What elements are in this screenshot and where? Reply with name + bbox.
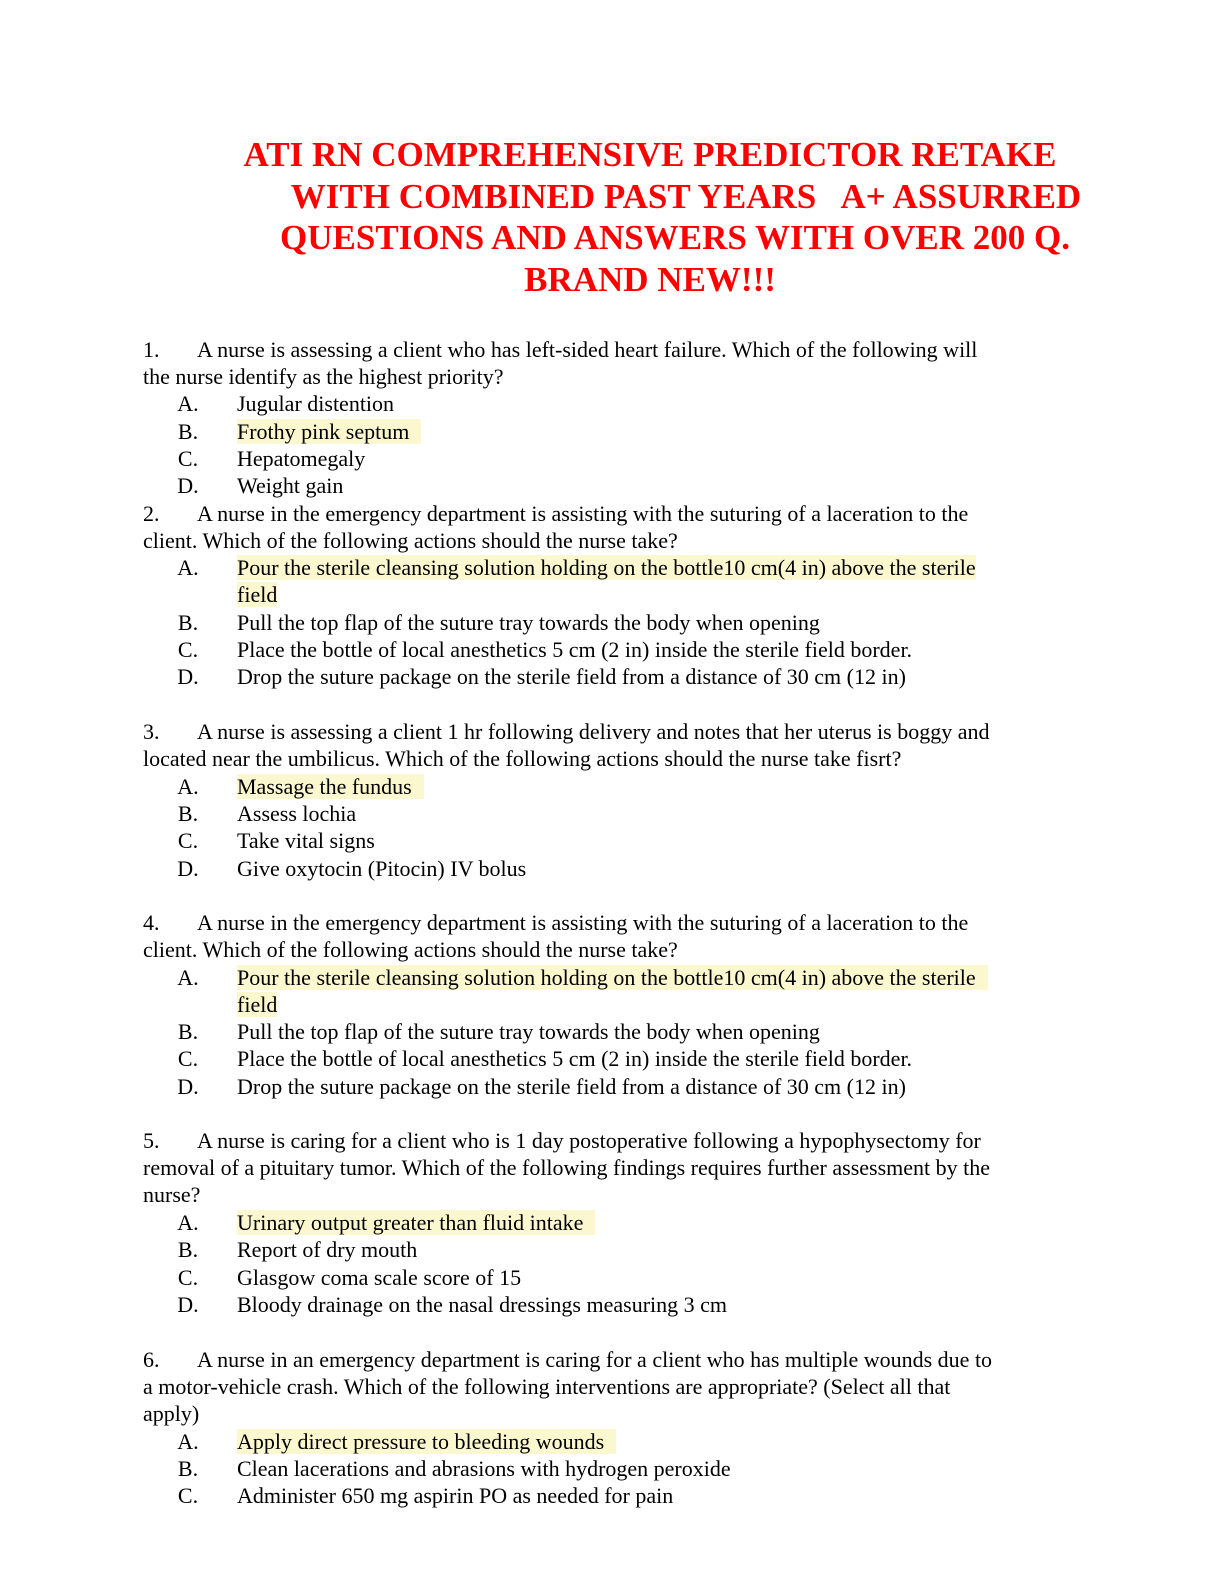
answer-highlight-continued: field [237,582,278,607]
answer-highlight-continued: field [237,992,278,1017]
title-line: ATI RN COMPREHENSIVE PREDICTOR RETAKE [243,135,1057,174]
option-letter: B. [177,610,199,635]
option-letter: C. [177,1483,199,1508]
option-letter: A. [177,1210,199,1235]
answer-highlight: Pour the sterile cleansing solution holding on the bottle10 cm(4 in) above the sterile [237,555,976,580]
option-text: Give oxytocin (Pitocin) IV bolus [237,856,527,881]
question-1 [143,336,1063,390]
answer-highlight: Massage the fundus [237,774,424,799]
question-stem-continued: nurse? [143,1182,201,1207]
title-line: BRAND NEW!!! [524,259,776,299]
question-3 [143,718,1063,772]
question-number: 1. [143,337,160,362]
question-number: 2. [143,501,160,526]
option-text-highlighted [237,554,1057,608]
option-text-highlighted [237,1209,1057,1236]
question-number: 4. [143,910,160,935]
option-text: Clean lacerations and abrasions with hydrogen peroxide [237,1456,731,1481]
option-letter: A. [177,965,199,990]
option-letter: A. [177,774,199,799]
question-stem-continued: client. Which of the following actions should the nurse take? [143,937,678,962]
option-letter: C. [177,1265,199,1290]
question-6 [143,1346,1063,1427]
option-letter: D. [177,1074,199,1099]
option-letter: C. [177,446,199,471]
option-text: Administer 650 mg aspirin PO as needed for pain [237,1483,674,1508]
question-stem-continued: the nurse identify as the highest priority? [143,364,504,389]
question-stem-continued: a motor-vehicle crash. Which of the following interventions are appropriate? (Select all that [143,1374,951,1399]
option-text: Bloody drainage on the nasal dressings measuring 3 cm [237,1292,728,1317]
question-stem: A nurse in an emergency department is caring for a client who has multiple wounds due to [197,1347,993,1372]
option-text-highlighted [237,418,1057,445]
option-text-highlighted [237,1428,1057,1455]
question-5 [143,1127,1063,1208]
option-text: Place the bottle of local anesthetics 5 cm (2 in) inside the sterile field border. [237,637,913,662]
answer-highlight: Frothy pink septum [237,419,421,444]
option-text: Place the bottle of local anesthetics 5 cm (2 in) inside the sterile field border. [237,1046,913,1071]
option-letter: C. [177,637,199,662]
question-stem-continued: removal of a pituitary tumor. Which of the following findings requires further assessment by the [143,1155,991,1180]
option-letter: D. [177,473,199,498]
question-stem-continued: client. Which of the following actions should the nurse take? [143,528,678,553]
option-text: Drop the suture package on the sterile field from a distance of 30 cm (12 in) [237,1074,906,1099]
question-stem: A nurse is assessing a client 1 hr following delivery and notes that her uterus is boggy and [197,719,990,744]
option-text: Weight gain [237,473,344,498]
option-letter: C. [177,828,199,853]
page-title [200,134,1100,300]
option-text: Assess lochia [237,801,357,826]
option-letter: D. [177,1292,199,1317]
option-letter: D. [177,664,199,689]
question-stem-continued: located near the umbilicus. Which of the following actions should the nurse take fisrt? [143,746,902,771]
option-text-highlighted [237,964,1057,1018]
option-letter: A. [177,1429,199,1454]
option-text-highlighted [237,773,1057,800]
option-letter: B. [177,801,199,826]
question-number: 6. [143,1347,160,1372]
option-text: Report of dry mouth [237,1237,418,1262]
answer-highlight: Pour the sterile cleansing solution holding on the bottle10 cm(4 in) above the sterile [237,965,988,990]
option-text: Glasgow coma scale score of 15 [237,1265,522,1290]
option-letter: B. [177,1019,199,1044]
question-stem: A nurse is assessing a client who has left-sided heart failure. Which of the following will [197,337,978,362]
option-letter: A. [177,391,199,416]
option-text: Pull the top flap of the suture tray towards the body when opening [237,1019,820,1044]
answer-highlight: Apply direct pressure to bleeding wounds [237,1429,616,1454]
option-text: Jugular distention [237,391,395,416]
question-2 [143,500,1063,554]
question-stem: A nurse in the emergency department is assisting with the suturing of a laceration to the [197,501,969,526]
option-text: Pull the top flap of the suture tray towards the body when opening [237,610,820,635]
option-text: Drop the suture package on the sterile field from a distance of 30 cm (12 in) [237,664,906,689]
title-line: QUESTIONS AND ANSWERS WITH OVER 200 Q. [280,218,1070,257]
question-stem: A nurse in the emergency department is assisting with the suturing of a laceration to the [197,910,969,935]
option-letter: C. [177,1046,199,1071]
option-text: Hepatomegaly [237,446,366,471]
option-letter: B. [177,419,199,444]
question-stem-continued: apply) [143,1401,200,1426]
question-number: 5. [143,1128,160,1153]
question-number: 3. [143,719,160,744]
option-letter: D. [177,856,199,881]
question-4 [143,909,1063,963]
option-letter: B. [177,1456,199,1481]
option-text: Take vital signs [237,828,375,853]
title-line: WITH COMBINED PAST YEARS A+ ASSURRED [290,176,1082,216]
answer-highlight: Urinary output greater than fluid intake [237,1210,595,1235]
question-stem: A nurse is caring for a client who is 1 day postoperative following a hypophysectomy for [197,1128,981,1153]
option-letter: B. [177,1237,199,1262]
option-letter: A. [177,555,199,580]
